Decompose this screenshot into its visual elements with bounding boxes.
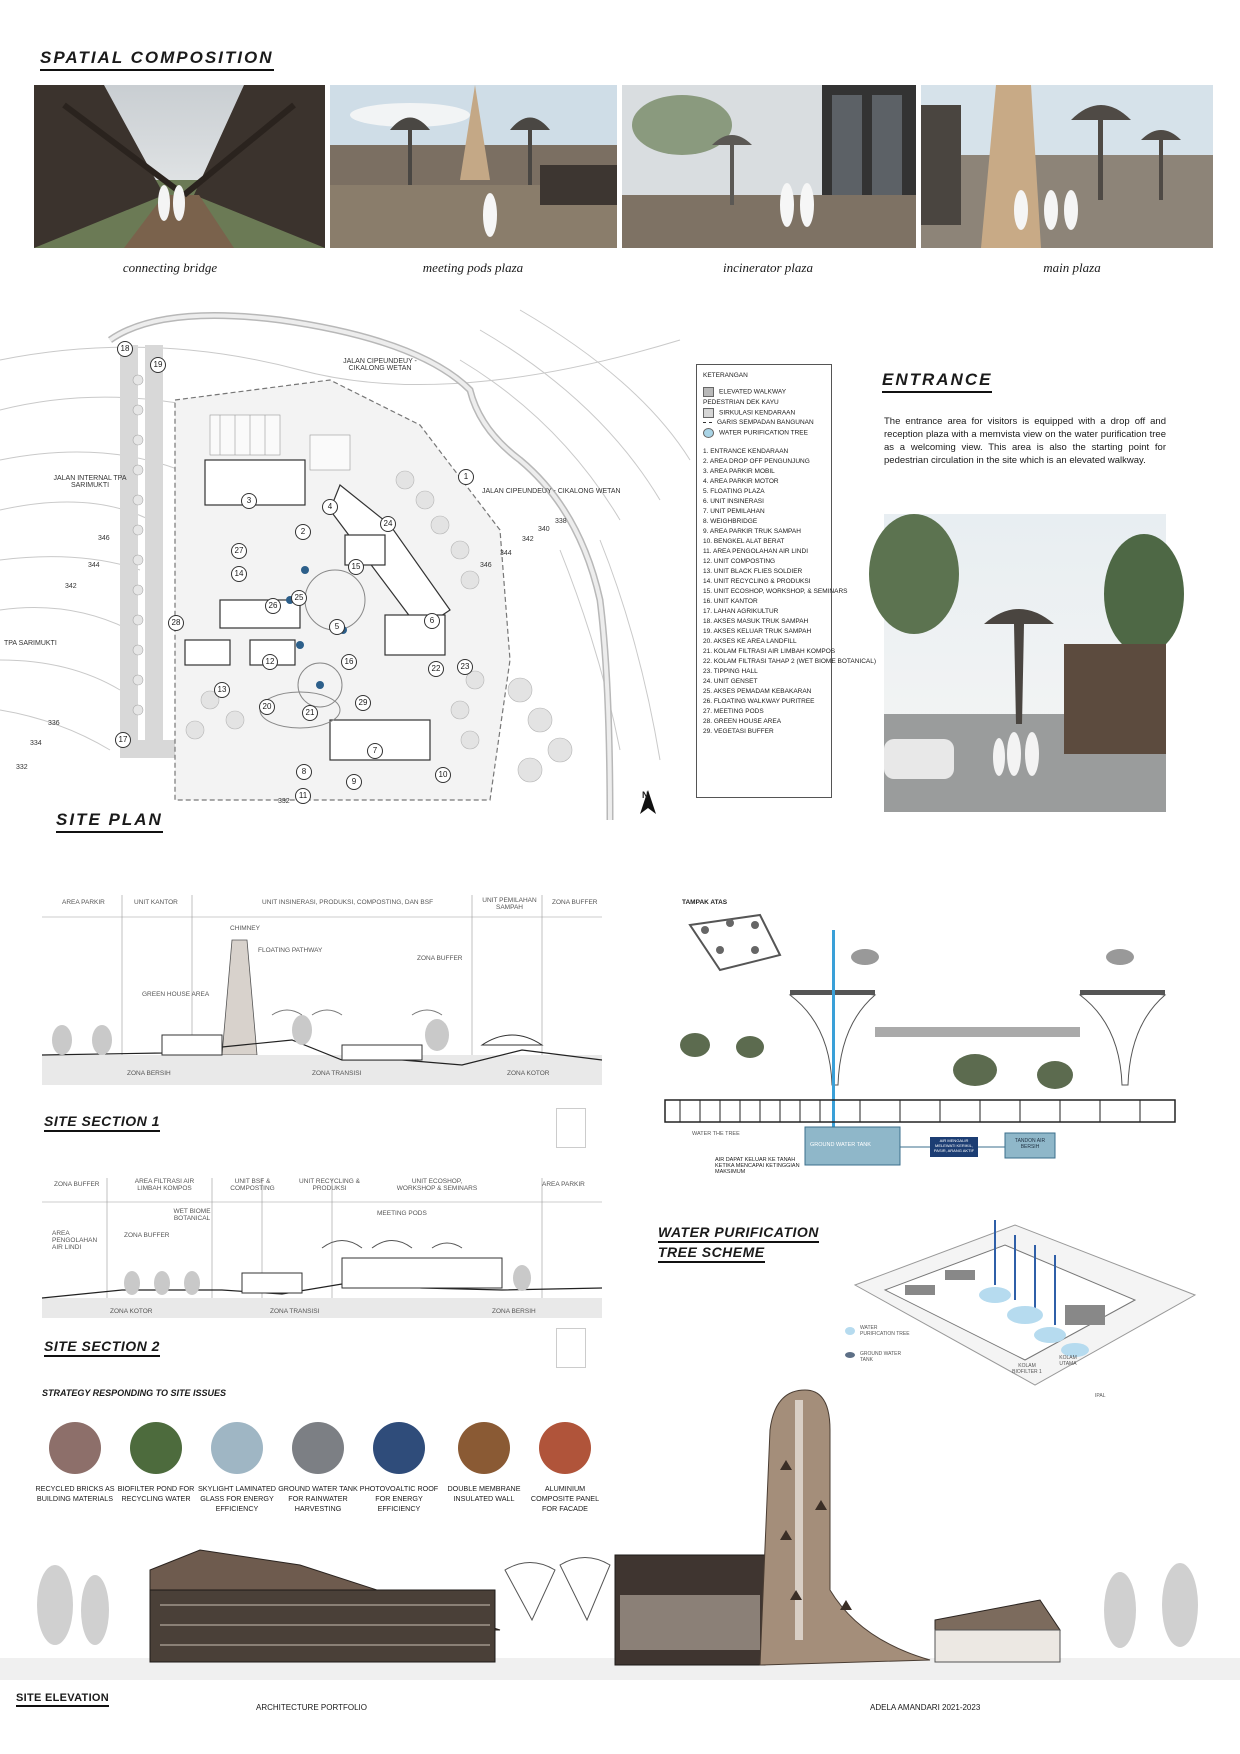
section-1-key-plan xyxy=(556,1108,586,1148)
site-plan-marker-27: 27 xyxy=(231,543,247,559)
section2-label: ZONA BUFFER xyxy=(124,1232,170,1239)
legend-symbol xyxy=(703,408,825,419)
legend-item: 3. AREA PARKIR MOBIL xyxy=(703,468,775,476)
photo-connecting-bridge xyxy=(34,85,325,248)
site-plan-marker-26: 26 xyxy=(265,598,281,614)
filter-box-label: AIR MENGALIR MELEWATI KERIKIL, PASIR, ARANG AKTIF xyxy=(933,1138,975,1153)
contour-label: 338 xyxy=(555,518,567,525)
legend-item: 14. UNIT RECYCLING & PRODUKSI xyxy=(703,578,811,586)
site-plan-marker-3: 3 xyxy=(241,493,257,509)
legend-swatch xyxy=(703,408,714,418)
site-plan-marker-14: 14 xyxy=(231,566,247,582)
legend-item: 13. UNIT BLACK FLIES SOLDIER xyxy=(703,568,803,576)
site-plan-marker-29: 29 xyxy=(355,695,371,711)
site-plan-marker-16: 16 xyxy=(341,654,357,670)
site-plan-marker-21: 21 xyxy=(302,705,318,721)
section2-bottom-zone: ZONA TRANSISI xyxy=(270,1308,320,1315)
water-the-tree-label: WATER THE TREE xyxy=(692,1131,740,1137)
site-plan-marker-23: 23 xyxy=(457,659,473,675)
legend-symbol xyxy=(703,428,825,439)
legend-item: 9. AREA PARKIR TRUK SAMPAH xyxy=(703,528,801,536)
legend-item: 12. UNIT COMPOSTING xyxy=(703,558,776,566)
section2-top-zone: ZONA BUFFER xyxy=(54,1181,100,1188)
legend-item: 27. MEETING PODS xyxy=(703,708,764,716)
section2-top-zone: AREA FILTRASI AIR LIMBAH KOMPOS xyxy=(134,1178,195,1192)
contour-label: 336 xyxy=(48,720,60,727)
site-plan-marker-24: 24 xyxy=(380,516,396,532)
site-plan-marker-22: 22 xyxy=(428,661,444,677)
legend-item-list xyxy=(703,447,877,737)
section2-bottom-zone: ZONA KOTOR xyxy=(110,1308,153,1315)
strategy-label: RECYCLED BRICKS AS BUILDING MATERIALS xyxy=(35,1484,115,1503)
site-plan-marker-15: 15 xyxy=(348,559,364,575)
legend-item: 2. AREA DROP OFF PENGUNJUNG xyxy=(703,458,810,466)
legend-symbol-label: SIRKULASI KENDARAAN xyxy=(719,409,796,417)
site-plan-marker-11: 11 xyxy=(295,788,311,804)
legend-item: 18. AKSES MASUK TRUK SAMPAH xyxy=(703,618,809,626)
section2-bottom-zone: ZONA BERSIH xyxy=(492,1308,536,1315)
legend-symbol xyxy=(703,418,825,428)
legend-swatch xyxy=(703,387,714,397)
iso-legend-tank: GROUND WATER TANK xyxy=(860,1351,902,1363)
section2-label: AREA PENGOLAHAN AIR LINDI xyxy=(52,1230,98,1251)
strategy-label: BIOFILTER POND FOR RECYCLING WATER xyxy=(117,1484,195,1503)
caption-meeting-pods-plaza: meeting pods plaza xyxy=(422,260,524,275)
site-plan-marker-12: 12 xyxy=(262,654,278,670)
caption-connecting-bridge: connecting bridge xyxy=(122,260,218,275)
legend-symbol xyxy=(703,387,825,408)
legend-item: 22. KOLAM FILTRASI TAHAP 2 (WET BIOME BOTANICAL) xyxy=(703,658,877,666)
north-label: N xyxy=(642,790,649,800)
caption-main-plaza: main plaza xyxy=(1043,260,1101,275)
overflow-note: AIR DAPAT KELUAR KE TANAH KETIKA MENCAPAI KETINGGIAN MAKSIMUM xyxy=(715,1157,800,1175)
water-tree-scheme-drawing xyxy=(660,895,1180,1195)
iso-label-ipal: IPAL xyxy=(1095,1393,1106,1399)
strategy-label: ALUMINIUM COMPOSITE PANEL FOR FACADE xyxy=(530,1484,600,1513)
site-plan-marker-13: 13 xyxy=(214,682,230,698)
entrance-heading: ENTRANCE xyxy=(882,370,992,393)
legend-item: 17. LAHAN AGRIKULTUR xyxy=(703,608,779,616)
legend-item: 26. FLOATING WALKWAY PURITREE xyxy=(703,698,815,706)
site-elevation-drawing xyxy=(0,1390,1240,1680)
section2-label: WET BIOME BOTANICAL xyxy=(173,1208,211,1222)
contour-label: 332 xyxy=(16,764,28,771)
tpa-label: TPA SARIMUKTI xyxy=(4,640,57,647)
legend-symbol-label: ELEVATED WALKWAY PEDESTRIAN DEK KAYU xyxy=(703,388,786,406)
strategy-label: DOUBLE MEMBRANE INSULATED WALL xyxy=(447,1484,521,1503)
contour-label: 344 xyxy=(500,550,512,557)
legend-item: 24. UNIT GENSET xyxy=(703,678,758,686)
section1-label: FLOATING PATHWAY xyxy=(258,947,323,954)
site-plan-marker-18: 18 xyxy=(117,341,133,357)
site-plan-marker-9: 9 xyxy=(346,774,362,790)
legend-title: KETERANGAN xyxy=(703,372,748,379)
site-plan-marker-28: 28 xyxy=(168,615,184,631)
section1-bottom-zone: ZONA TRANSISI xyxy=(312,1070,362,1077)
contour-label: 342 xyxy=(65,583,77,590)
legend-item: 5. FLOATING PLAZA xyxy=(703,488,765,496)
section1-label: GREEN HOUSE AREA xyxy=(142,991,210,998)
legend-item: 10. BENGKEL ALAT BERAT xyxy=(703,538,785,546)
water-tree-heading-line2: TREE SCHEME xyxy=(658,1244,765,1263)
legend-swatch xyxy=(703,422,712,423)
site-section-2-drawing xyxy=(42,1178,602,1318)
footer-author: ADELA AMANDARI 2021-2023 xyxy=(870,1703,981,1712)
section1-top-zone: AREA PARKIR xyxy=(62,899,105,906)
site-plan-marker-20: 20 xyxy=(259,699,275,715)
caption-incinerator-plaza: incinerator plaza xyxy=(723,260,813,275)
section1-bottom-zone: ZONA BERSIH xyxy=(127,1070,171,1077)
site-plan-marker-19: 19 xyxy=(150,357,166,373)
tampak-atas-label: TAMPAK ATAS xyxy=(682,899,728,906)
internal-road-label: JALAN INTERNAL TPA SARIMUKTI xyxy=(53,475,127,489)
section1-top-zone: UNIT PEMILAHAN SAMPAH xyxy=(482,897,537,911)
contour-label: 334 xyxy=(30,740,42,747)
tandon-label: TANDON AIR BERSIH xyxy=(1014,1138,1046,1150)
section1-top-zone: UNIT KANTOR xyxy=(134,899,178,906)
contour-label: 346 xyxy=(480,562,492,569)
section1-label: ZONA BUFFER xyxy=(417,955,463,962)
contour-label: 344 xyxy=(88,562,100,569)
legend-item: 15. UNIT ECOSHOP, WORKSHOP, & SEMINARS xyxy=(703,588,848,596)
road-label-top: JALAN CIPEUNDEUY - CIKALONG WETAN xyxy=(343,358,417,372)
iso-legend-tree: WATER PURIFICATION TREE xyxy=(860,1325,910,1337)
site-section-1-drawing xyxy=(42,895,602,1085)
site-plan-marker-6: 6 xyxy=(424,613,440,629)
legend-swatch xyxy=(703,428,714,438)
strategy-label: SKYLIGHT LAMINATED GLASS FOR ENERGY EFFICIENCY xyxy=(197,1484,276,1513)
entrance-description: The entrance area for visitors is equipped with a drop off and reception plaza with a memvista view on the water purification tree as a welcoming view. This area is also the starting point for pedestrian circulation in the site which is an elevated walkway. xyxy=(884,416,1166,466)
contour-label: 340 xyxy=(538,526,550,533)
water-tree-isometric xyxy=(835,1215,1215,1410)
legend-item: 4. AREA PARKIR MOTOR xyxy=(703,478,779,486)
section1-bottom-zone: ZONA KOTOR xyxy=(507,1070,550,1077)
legend-item: 11. AREA PENGOLAHAN AIR LINDI xyxy=(703,548,809,556)
photo-meeting-pods-plaza xyxy=(330,85,617,248)
legend-item: 25. AKSES PEMADAM KEBAKARAN xyxy=(703,688,812,696)
legend-item: 21. KOLAM FILTRASI AIR LIMBAH KOMPOS xyxy=(703,648,836,656)
strategy-heading: STRATEGY RESPONDING TO SITE ISSUES xyxy=(42,1388,227,1398)
site-plan-legend xyxy=(696,364,877,798)
legend-item: 6. UNIT INSINERASI xyxy=(703,498,764,506)
site-plan-marker-10: 10 xyxy=(435,767,451,783)
legend-symbol-label: GARIS SEMPADAN BANGUNAN xyxy=(717,419,814,427)
spatial-composition-heading: SPATIAL COMPOSITION xyxy=(40,48,274,71)
iso-label-kolam-utama: KOLAM UTAMA xyxy=(1059,1355,1077,1367)
section2-top-zone: UNIT BSF & COMPOSTING xyxy=(230,1178,275,1192)
contour-label: 342 xyxy=(522,536,534,543)
strategy-label: GROUND WATER TANK FOR RAINWATER HARVESTING xyxy=(278,1484,358,1513)
site-plan-marker-2: 2 xyxy=(295,524,311,540)
legend-item: 23. TIPPING HALL xyxy=(703,668,758,676)
site-plan-drawing xyxy=(0,300,690,830)
section2-top-zone: UNIT RECYCLING & PRODUKSI xyxy=(299,1178,360,1192)
site-elevation-heading: SITE ELEVATION xyxy=(16,1692,109,1707)
photo-incinerator-plaza xyxy=(622,85,916,248)
road-label-right: JALAN CIPEUNDEUY - CIKALONG WETAN xyxy=(482,488,621,495)
ground-water-tank-label: GROUND WATER TANK xyxy=(810,1142,871,1148)
section1-label: CHIMNEY xyxy=(230,925,260,932)
section1-top-zone: ZONA BUFFER xyxy=(552,899,598,906)
water-tree-heading-line1: WATER PURIFICATION xyxy=(658,1224,819,1243)
legend-item: 20. AKSES KE AREA LANDFILL xyxy=(703,638,797,646)
site-section-1-heading: SITE SECTION 1 xyxy=(44,1113,160,1132)
site-plan-marker-17: 17 xyxy=(115,732,131,748)
photo-entrance xyxy=(884,514,1166,812)
strategy-label: PHOTOVOALTIC ROOF FOR ENERGY EFFICIENCY xyxy=(359,1484,439,1513)
legend-item: 7. UNIT PEMILAHAN xyxy=(703,508,765,516)
section-2-key-plan xyxy=(556,1328,586,1368)
legend-symbol-label: WATER PURIFICATION TREE xyxy=(719,430,808,438)
site-plan-marker-1: 1 xyxy=(458,469,474,485)
legend-item: 8. WEIGHBRIDGE xyxy=(703,518,758,526)
site-plan-marker-7: 7 xyxy=(367,743,383,759)
site-plan-marker-8: 8 xyxy=(296,764,312,780)
section1-top-zone: UNIT INSINERASI, PRODUKSI, COMPOSTING, DAN BSF xyxy=(262,899,434,906)
section2-label: MEETING PODS xyxy=(377,1210,427,1217)
legend-item: 19. AKSES KELUAR TRUK SAMPAH xyxy=(703,628,812,636)
iso-label-biofilter: KOLAM BIOFILTER 1 xyxy=(1012,1363,1042,1375)
site-plan-marker-25: 25 xyxy=(291,590,307,606)
site-plan-heading: SITE PLAN xyxy=(56,810,163,833)
footer-portfolio: ARCHITECTURE PORTFOLIO xyxy=(256,1703,367,1712)
site-plan-marker-4: 4 xyxy=(322,499,338,515)
legend-item: 1. ENTRANCE KENDARAAN xyxy=(703,448,789,456)
site-plan-marker-5: 5 xyxy=(329,619,345,635)
section2-top-zone: UNIT ECOSHOP, WORKSHOP & SEMINARS xyxy=(396,1178,478,1192)
legend-item: 28. GREEN HOUSE AREA xyxy=(703,718,782,726)
section2-top-zone: AREA PARKIR xyxy=(542,1181,585,1188)
site-section-2-heading: SITE SECTION 2 xyxy=(44,1338,160,1357)
contour-label: 332 xyxy=(278,798,290,805)
photo-main-plaza xyxy=(921,85,1213,248)
legend-item: 29. VEGETASI BUFFER xyxy=(703,728,774,736)
contour-label: 346 xyxy=(98,535,110,542)
legend-item: 16. UNIT KANTOR xyxy=(703,598,758,606)
